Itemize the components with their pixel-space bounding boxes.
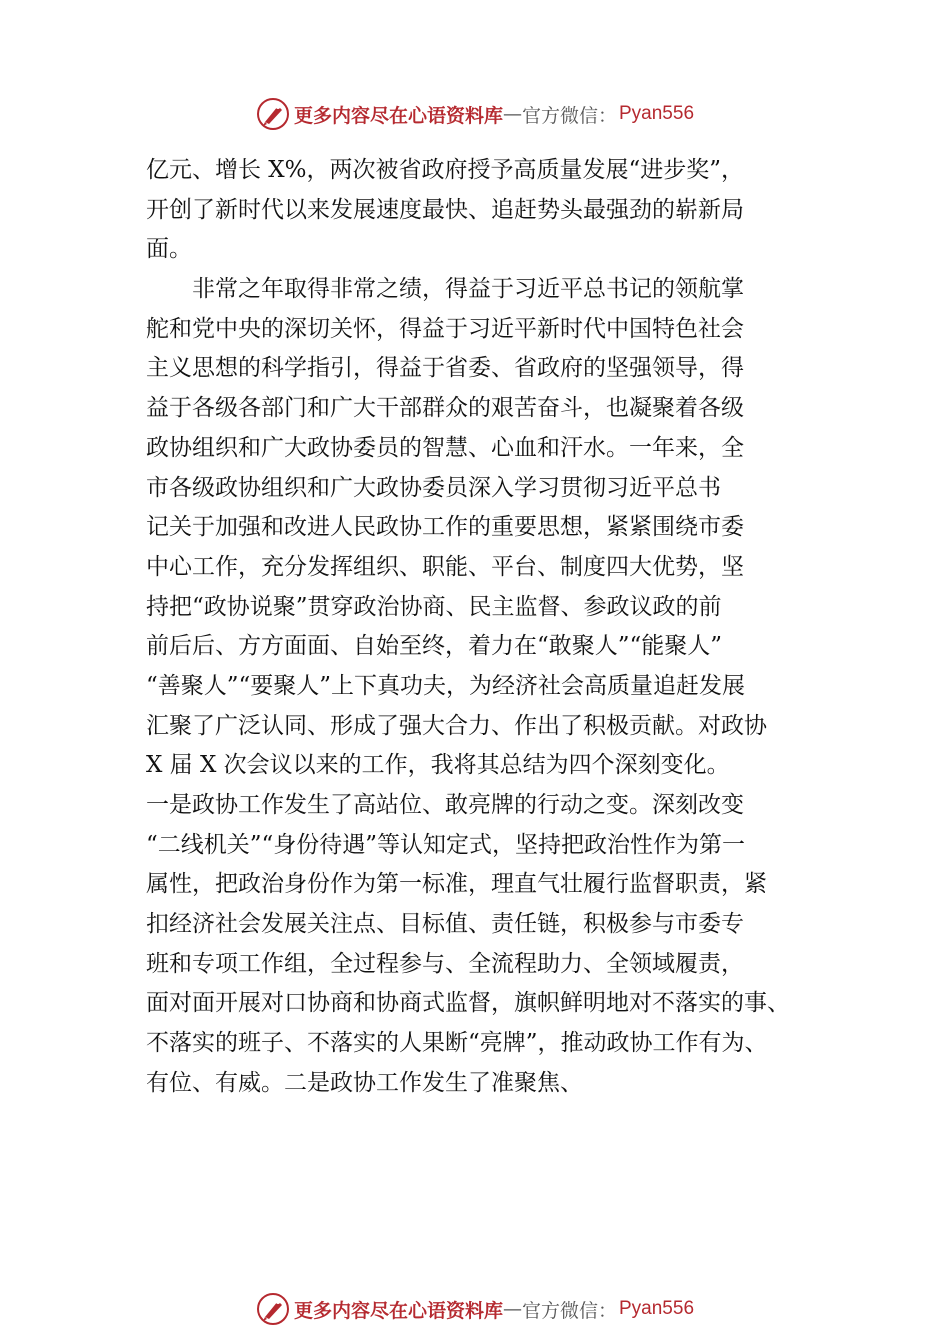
text-line: 记关于加强和改进人民政协工作的重要思想，紧紧围绕市委 <box>146 514 744 541</box>
text-line: 持把“政协说聚”贯穿政治协商、民主监督、参政议政的前 <box>146 593 722 620</box>
header-watermark <box>0 94 950 134</box>
text-line: 开创了新时代以来发展速度最快、追赶势头最强劲的崭新局 <box>146 196 744 223</box>
pen-nib-logo-icon <box>256 97 290 131</box>
header-wechat-label: 官方微信： <box>521 104 617 127</box>
text-line: “善聚人”“要聚人”上下真功夫，为经济社会高质量追赶发展 <box>146 672 746 699</box>
text-line: 市各级政协组织和广大政协委员深入学习贯彻习近平总书 <box>146 474 721 501</box>
text-line: 主义思想的科学指引，得益于省委、省政府的坚强领导，得 <box>146 355 744 382</box>
footer-watermark <box>0 1289 950 1329</box>
footer-separator: — <box>502 1298 522 1320</box>
text-line: 益于各级各部门和广大干部群众的艰苦奋斗，也凝聚着各级 <box>146 395 744 422</box>
pen-nib-logo-icon <box>256 1292 290 1326</box>
text-line: 班和专项工作组，全过程参与、全流程助力、全领域履责， <box>146 950 744 977</box>
text-line: 政协组织和广大政协委员的智慧、心血和汗水。一年来，全 <box>146 434 744 461</box>
header-wechat-id: Pyan556 <box>619 103 695 124</box>
text-line: 汇聚了广泛认同、形成了强大合力、作出了积极贡献。对政协 <box>146 712 767 739</box>
text-line: 非常之年取得非常之绩，得益于习近平总书记的领航掌 <box>146 276 744 303</box>
text-line: 前后后、方方面面、自始至终，着力在“敢聚人”“能聚人” <box>146 633 723 660</box>
text-line: 亿元、增长 X%，两次被省政府授予高质量发展“进步奖”， <box>146 157 745 183</box>
text-line: 中心工作，充分发挥组织、职能、平台、制度四大优势，坚 <box>146 553 744 580</box>
text-line: 一是政协工作发生了高站位、敢亮牌的行动之变。深刻改变 <box>146 792 744 818</box>
text-line: 不落实的班子、不落实的人果断“亮牌”，推动政协工作有为、 <box>146 1030 768 1057</box>
text-line: 有位、有威。二是政协工作发生了准聚焦、 <box>146 1069 583 1096</box>
text-line: “二线机关”“身份待遇”等认知定式，坚持把政治性作为第一 <box>146 831 746 858</box>
text-line: X 届 X 次会议以来的工作，我将其总结为四个深刻变化。 <box>146 752 730 779</box>
document-body <box>146 151 826 1104</box>
text-line: 属性，把政治身份作为第一标准，理直气壮履行监督职责，紧 <box>146 871 767 898</box>
header-brand-text: 更多内容尽在心语资料库 <box>293 104 503 127</box>
header-separator: — <box>502 103 522 125</box>
text-line: 面对面开展对口协商和协商式监督，旗帜鲜明地对不落实的事、 <box>146 990 790 1017</box>
text-line: 面。 <box>146 236 192 263</box>
text-line: 扣经济社会发展关注点、目标值、责任链，积极参与市委专 <box>146 911 744 938</box>
footer-wechat-id: Pyan556 <box>619 1298 695 1319</box>
text-line: 舵和党中央的深切关怀，得益于习近平新时代中国特色社会 <box>146 315 744 342</box>
footer-wechat-label: 官方微信： <box>521 1299 617 1322</box>
footer-brand-text: 更多内容尽在心语资料库 <box>293 1299 503 1322</box>
